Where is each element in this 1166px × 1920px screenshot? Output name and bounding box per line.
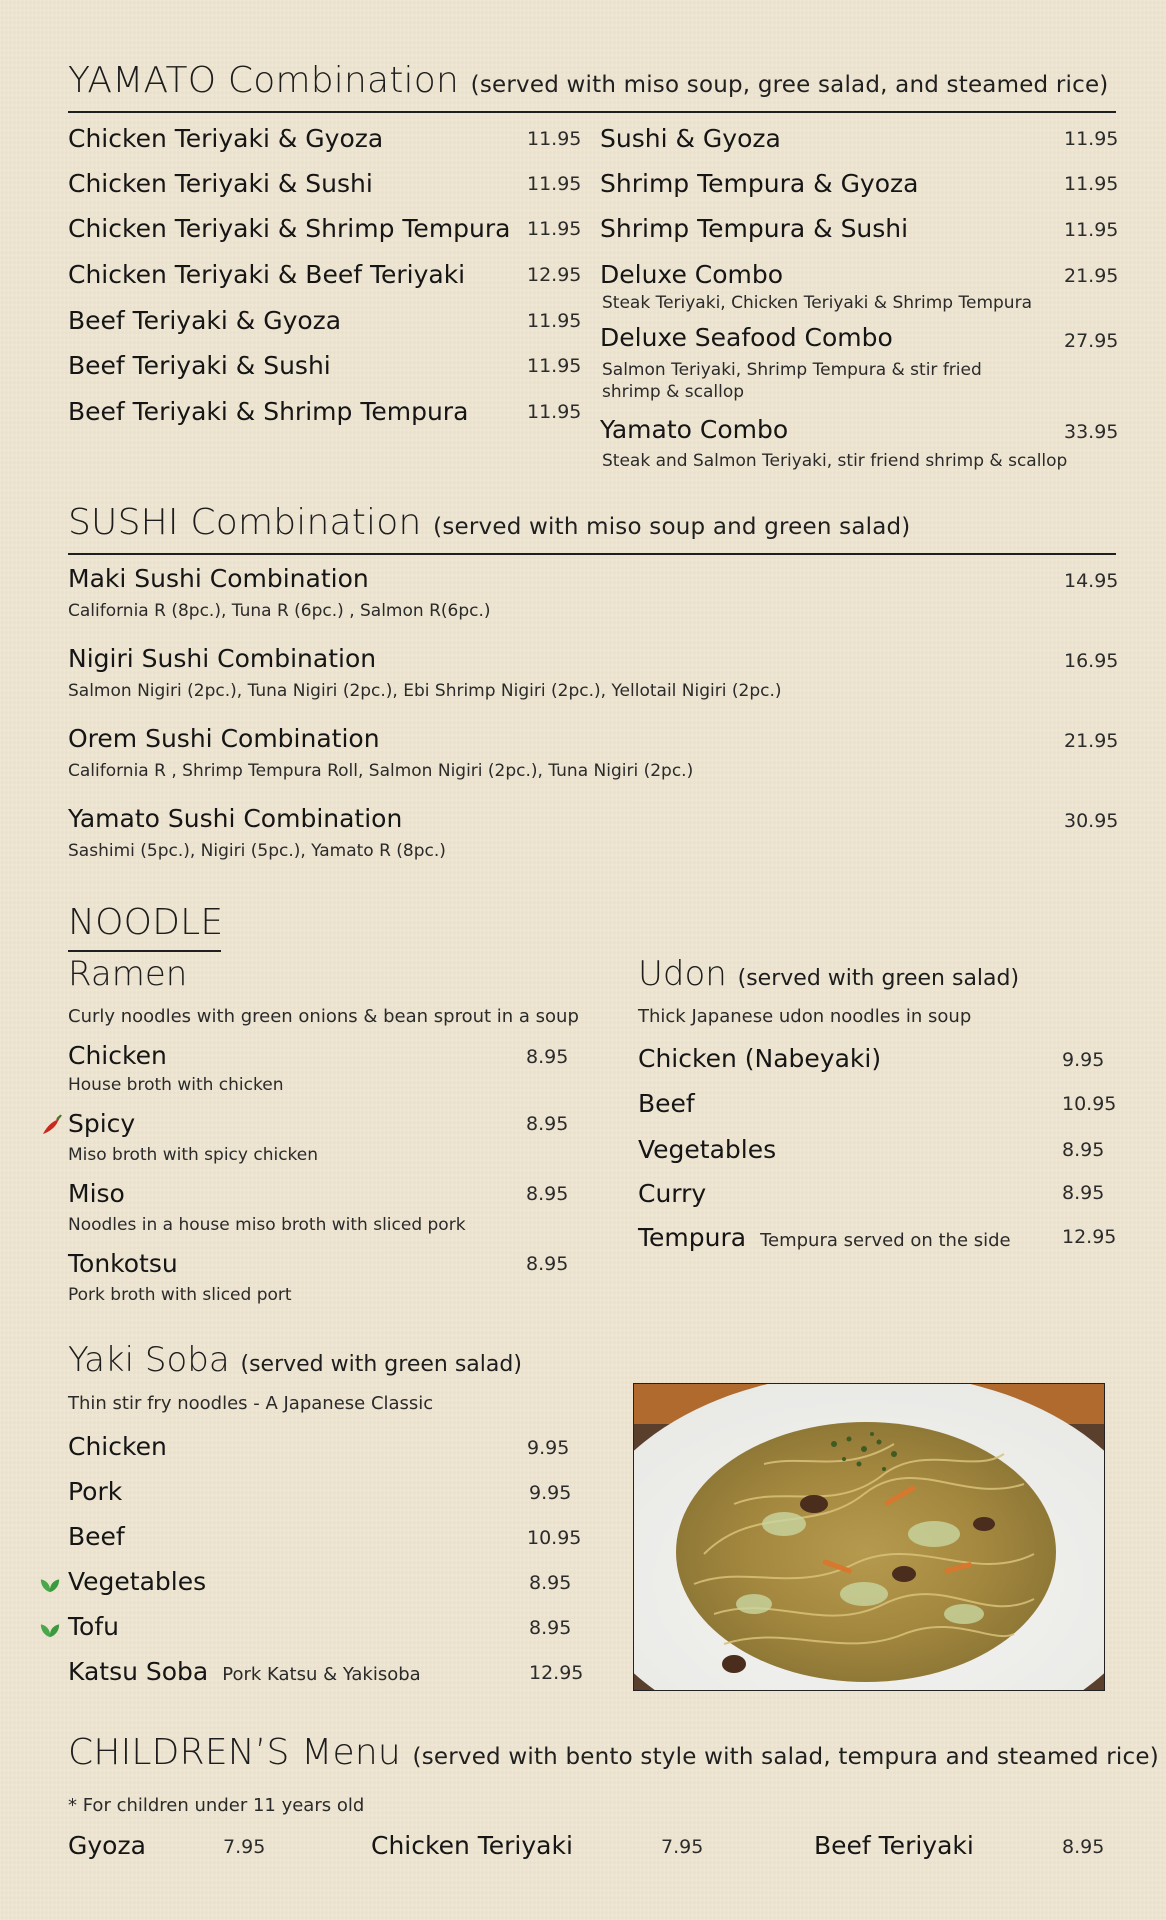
menu-item-name: Vegetables [638,1135,777,1164]
menu-item-name: Beef [638,1089,695,1118]
menu-item-price: 11.95 [527,401,582,423]
menu-item-name: Chicken Teriyaki [371,1831,573,1860]
menu-item-price: 7.95 [661,1836,704,1858]
yakisoba-title: Yaki Soba [68,1340,230,1380]
yakisoba-intro: Thin stir fry noodles - A Japanese Classic [68,1393,434,1414]
menu-item-description: Salmon Nigiri (2pc.), Tuna Nigiri (2pc.), Ebi Shrimp Nigiri (2pc.), Yellotail Nigiri (2pc.) [68,681,782,701]
ramen-intro: Curly noodles with green onions & bean sprout in a soup [68,1006,579,1027]
menu-item-price: 11.95 [1064,128,1119,150]
yamato-note: (served with miso soup, gree salad, and steamed rice) [470,72,1109,98]
menu-item-description: Pork broth with sliced port [68,1285,292,1305]
yamato-divider [68,111,1116,113]
menu-item-price: 10.95 [527,1527,582,1549]
menu-item-price: 11.95 [527,218,582,240]
menu-item-name-text: Katsu Soba [68,1657,209,1686]
menu-item-name: Beef Teriyaki & Shrimp Tempura [68,397,469,426]
menu-item-name: Beef [68,1522,125,1551]
menu-item-price: 11.95 [527,355,582,377]
menu-item-price: 30.95 [1064,810,1119,832]
menu-item-price: 9.95 [1062,1049,1105,1071]
children-heading [68,1732,1159,1773]
noodle-divider [68,950,221,952]
menu-item-name: Deluxe Seafood Combo [600,323,893,352]
menu-item-description: Salmon Teriyaki, Shrimp Tempura & stir fried shrimp & scallop [602,360,982,402]
menu-item-price: 8.95 [526,1253,569,1275]
ramen-title: Ramen [68,954,188,994]
menu-item-description: Sashimi (5pc.), Nigiri (5pc.), Yamato R (8pc.) [68,841,446,861]
menu-item-price: 9.95 [529,1482,572,1504]
menu-item-description: Miso broth with spicy chicken [68,1145,319,1165]
menu-item-name: Deluxe Combo [600,260,784,289]
menu-item-price: 12.95 [529,1662,584,1684]
menu-item-price: 11.95 [527,310,582,332]
menu-item-price: 21.95 [1064,730,1119,752]
menu-item-name-text: Tempura [638,1223,747,1252]
leaf-icon [39,1617,61,1639]
menu-item-name: Sushi & Gyoza [600,124,781,153]
menu-item-name: Beef Teriyaki & Sushi [68,351,331,380]
menu-item-name: Yamato Combo [600,415,789,444]
menu-item-name: Vegetables [68,1567,207,1596]
menu-item-name: Chicken (Nabeyaki) [638,1044,882,1073]
chili-pepper-icon [40,1113,64,1137]
menu-item-price: 8.95 [526,1183,569,1205]
menu-item-name [68,1657,421,1686]
menu-item-name: Chicken Teriyaki & Gyoza [68,124,384,153]
udon-heading [638,954,1019,994]
menu-item-price: 8.95 [526,1046,569,1068]
noodle-title: NOODLE [68,902,224,943]
menu-item-price: 11.95 [527,128,582,150]
sushi-divider [68,553,1116,555]
menu-item-price: 12.95 [1062,1226,1117,1248]
menu-item-name: Gyoza [68,1831,146,1860]
sushi-heading [68,502,910,543]
menu-item-price: 27.95 [1064,330,1119,352]
udon-title: Udon [638,954,727,994]
menu-item-name: Shrimp Tempura & Gyoza [600,169,919,198]
sushi-note: (served with miso soup and green salad) [433,514,911,540]
yakisoba-plate-image [634,1384,1104,1690]
children-intro: * For children under 11 years old [68,1795,365,1816]
menu-item-name: Chicken Teriyaki & Sushi [68,169,373,198]
menu-item-name [638,1223,1011,1252]
yakisoba-heading [68,1340,522,1380]
menu-item-name: Tonkotsu [68,1249,178,1278]
yamato-heading [68,60,1108,101]
children-note: (served with bento style with salad, tempura and steamed rice) [412,1744,1159,1770]
menu-item-price: 16.95 [1064,650,1119,672]
menu-item-name: Shrimp Tempura & Sushi [600,214,909,243]
menu-item-price: 11.95 [1064,219,1119,241]
menu-item-price: 12.95 [527,264,582,286]
yamato-title: YAMATO Combination [68,60,460,101]
menu-item-price: 7.95 [223,1836,266,1858]
menu-item-description: Steak and Salmon Teriyaki, stir friend shrimp & scallop [602,451,1068,471]
udon-note: (served with green salad) [737,966,1020,991]
menu-item-price: 8.95 [1062,1836,1105,1858]
menu-item-price: 14.95 [1064,570,1119,592]
menu-item-name: Pork [68,1477,123,1506]
menu-item-name: Beef Teriyaki [814,1831,974,1860]
menu-item-name: Curry [638,1179,707,1208]
menu-item-price: 8.95 [1062,1139,1105,1161]
menu-item-name: Beef Teriyaki & Gyoza [68,306,342,335]
menu-item-price: 8.95 [526,1113,569,1135]
menu-item-name: Maki Sushi Combination [68,564,369,593]
yakisoba-photo [633,1383,1105,1691]
menu-item-description: California R (8pc.), Tuna R (6pc.) , Salmon R(6pc.) [68,601,491,621]
menu-item-price: 33.95 [1064,421,1119,443]
menu-item-name: Miso [68,1179,125,1208]
menu-item-name: Nigiri Sushi Combination [68,644,377,673]
menu-item-name: Yamato Sushi Combination [68,804,403,833]
menu-item-name: Chicken Teriyaki & Beef Teriyaki [68,260,466,289]
menu-item-name: Chicken [68,1432,167,1461]
menu-item-description: California R , Shrimp Tempura Roll, Salmon Nigiri (2pc.), Tuna Nigiri (2pc.) [68,761,694,781]
udon-intro: Thick Japanese udon noodles in soup [638,1006,972,1027]
menu-item-price: 8.95 [1062,1182,1105,1204]
yakisoba-note: (served with green salad) [240,1352,522,1377]
menu-item-name: Spicy [68,1109,136,1138]
menu-item-name: Chicken Teriyaki & Shrimp Tempura [68,214,511,243]
sushi-title: SUSHI Combination [68,502,422,543]
menu-item-name: Chicken [68,1041,167,1070]
menu-item-price: 21.95 [1064,265,1119,287]
menu-item-price: 11.95 [527,173,582,195]
menu-item-description: Pork Katsu & Yakisoba [222,1664,421,1685]
leaf-icon [39,1572,61,1594]
children-title: CHILDREN’S Menu [68,1732,401,1773]
menu-item-name: Tofu [68,1612,119,1641]
menu-item-price: 11.95 [1064,173,1119,195]
menu-item-price: 10.95 [1062,1093,1117,1115]
menu-item-price: 8.95 [529,1617,572,1639]
menu-item-name: Orem Sushi Combination [68,724,380,753]
menu-item-description: Tempura served on the side [760,1230,1011,1251]
menu-item-description: Noodles in a house miso broth with sliced pork [68,1215,466,1235]
menu-item-description: House broth with chicken [68,1075,284,1095]
menu-item-price: 9.95 [527,1437,570,1459]
menu-item-price: 8.95 [529,1572,572,1594]
menu-item-description: Steak Teriyaki, Chicken Teriyaki & Shrimp Tempura [602,293,1032,313]
